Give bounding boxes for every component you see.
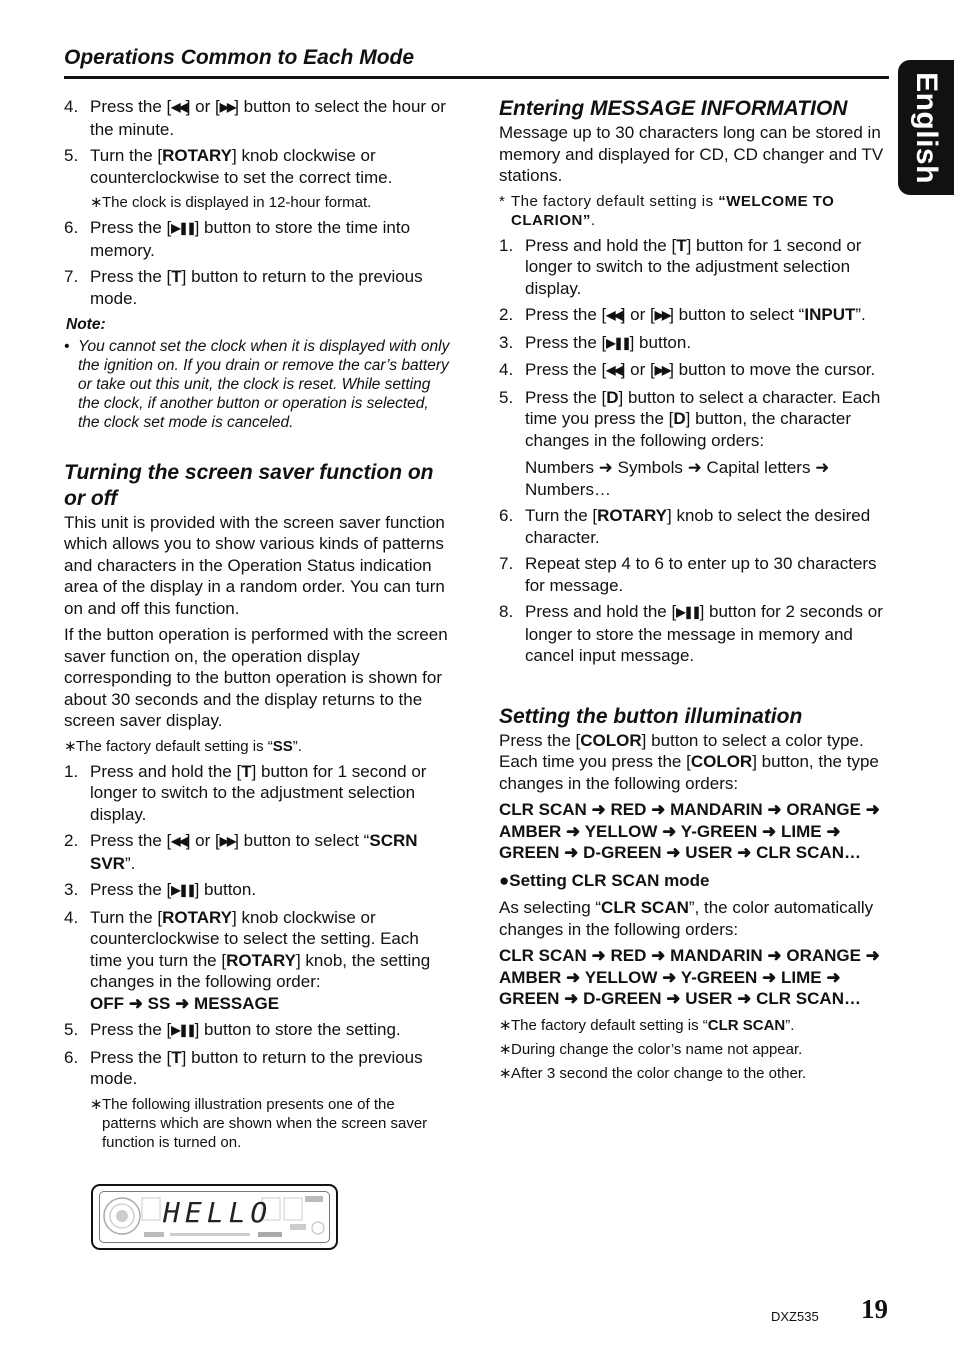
lcd-illustration <box>91 1184 338 1250</box>
color-order-scan: CLR SCAN ➜ RED ➜ MANDARIN ➜ ORANGE ➜ AMBER ➜ YELLOW ➜ Y-GREEN ➜ LIME ➜ GREEN ➜ D-GREEN ➜ USER ➜ CLR SCAN… <box>499 946 880 1008</box>
play-pause-icon: ▶❚❚ <box>171 1023 195 1037</box>
list-item: 5. Press the [D] button to select a character. Each time you press the [D] button, the character changes in the following orders: Numbers ➜ Symbols ➜ Capital letters ➜ Numbers… <box>499 387 889 501</box>
illumination-heading: Setting the button illumination <box>499 704 803 728</box>
next-icon: ▶▶ <box>219 834 235 848</box>
list-item: 4. Press the [◀◀] or [▶▶] button to move the cursor. <box>499 359 889 382</box>
prev-icon: ◀◀ <box>606 363 621 377</box>
language-tab-label: English <box>910 71 943 184</box>
language-tab <box>898 60 954 195</box>
list-item: 7. Press the [T] button to return to the previous mode. <box>64 267 423 308</box>
message-heading: Entering MESSAGE INFORMATION <box>499 97 848 120</box>
prev-icon: ◀◀ <box>171 834 186 848</box>
list-item: 3. Press the [▶❚❚] button. <box>499 332 889 355</box>
paragraph: Message up to 30 characters long can be stored in memory and displayed for CD, CD changer and TV stations. <box>499 123 884 185</box>
paragraph: If the button operation is performed with the screen saver function on, the operation display corresponding to the button operation is shown for about 30 seconds and the display returns to the screen saver display. <box>64 625 448 730</box>
prev-icon: ◀◀ <box>171 100 186 114</box>
lcd-screen <box>99 1191 330 1243</box>
paragraph: As selecting “CLR SCAN”, the color automatically changes in the following orders: <box>499 898 874 939</box>
list-item: 6. Press the [T] button to return to the previous mode. <box>64 1047 423 1088</box>
list-item: 3. Press the [▶❚❚] button. <box>64 879 452 902</box>
paragraph: Press the [COLOR] button to select a color type. Each time you press the [COLOR] button, the type changes in the following orders: <box>499 730 879 793</box>
next-icon: ▶▶ <box>654 363 670 377</box>
play-pause-icon: ▶❚❚ <box>171 221 195 235</box>
list-item: 4. Turn the [ROTARY] knob clockwise or counterclockwise to select the setting. Each time you turn the [ROTARY] knob, the setting changes in the following order: OFF ➜ SS ➜ MESSAGE <box>64 907 431 1013</box>
model-number: DXZ535 <box>771 1309 819 1324</box>
list-item: 2. Press the [◀◀] or [▶▶] button to select “INPUT”. <box>499 304 889 327</box>
footnote: ∗ After 3 second the color change to the other. <box>499 1064 807 1082</box>
list-item: 2. Press the [◀◀] or [▶▶] button to select “SCRN SVR”. <box>64 831 418 873</box>
screen-saver-steps <box>64 761 452 1090</box>
illustration-note: ∗ The following illustration presents one of the patterns which are shown when the screen saver function is turned on. <box>90 1095 428 1151</box>
color-order: CLR SCAN ➜ RED ➜ MANDARIN ➜ ORANGE ➜ AMBER ➜ YELLOW ➜ Y-GREEN ➜ LIME ➜ GREEN ➜ D-GREEN ➜ USER ➜ CLR SCAN… <box>499 800 880 862</box>
list-item: 5. Press the [▶❚❚] button to store the setting. <box>64 1019 452 1042</box>
play-pause-icon: ▶❚❚ <box>676 605 700 619</box>
clock-steps <box>64 96 452 188</box>
left-column <box>64 96 452 1157</box>
default-note: ∗ The factory default setting is “SS”. <box>64 737 302 755</box>
clock-steps-2 <box>64 217 452 309</box>
list-item: 7. Repeat step 4 to 6 to enter up to 30 characters for message. <box>499 554 877 595</box>
order-sequence: Numbers ➜ Symbols ➜ Capital letters ➜ Numbers… <box>525 458 830 499</box>
list-item: 6. Press the [▶❚❚] button to store the time into memory. <box>64 218 411 260</box>
footnote: ∗ During change the color’s name not appear. <box>499 1040 803 1058</box>
order-sequence: OFF ➜ SS ➜ MESSAGE <box>90 993 280 1013</box>
note-title: Note: <box>66 316 106 333</box>
play-pause-icon: ▶❚❚ <box>171 883 195 897</box>
list-item: 6. Turn the [ROTARY] knob to select the desired character. <box>499 506 871 547</box>
header-rule <box>64 76 889 79</box>
screen-saver-heading: Turning the screen saver function on or off <box>64 460 434 510</box>
list-item: 4. Press the [◀◀] or [▶▶] button to select the hour or the minute. <box>64 97 446 139</box>
footnote: ∗ The factory default setting is “CLR SCAN”. <box>499 1016 795 1034</box>
prev-icon: ◀◀ <box>606 308 621 322</box>
section-header: Operations Common to Each Mode <box>64 46 415 69</box>
clr-scan-heading: ●Setting CLR SCAN mode <box>499 870 710 890</box>
clock-format-note: ∗ The clock is displayed in 12-hour format. <box>90 194 372 211</box>
list-item: 8. Press and hold the [▶❚❚] button for 2 seconds or longer to store the message in memory and cancel input message. <box>499 602 883 665</box>
list-item: 1. Press and hold the [T] button for 1 second or longer to switch to the adjustment selection display. <box>499 235 862 298</box>
next-icon: ▶▶ <box>654 308 670 322</box>
right-column <box>499 96 889 1088</box>
paragraph: This unit is provided with the screen saver function which allows you to show various kinds of patterns and characters in the Operation Status indication area of the display in a random order. You can turn on and off this function. <box>64 512 445 618</box>
play-pause-icon: ▶❚❚ <box>606 335 630 350</box>
page-number: 19 <box>861 1294 888 1324</box>
list-item: 1. Press and hold the [T] button for 1 second or longer to switch to the adjustment selection display. <box>64 761 427 824</box>
note-body: • You cannot set the clock when it is displayed with only the ignition on. If you drain or remove the car’s battery or take out this unit, the clock is reset. While setting the clock, if another button or operation is selected, the clock set mode is canceled. <box>64 337 450 431</box>
lcd-hello-text: HELLO <box>163 1196 273 1229</box>
list-item: 5. Turn the [ROTARY] knob clockwise or counterclockwise to set the correct time. <box>64 146 393 187</box>
factory-default-note: * The factory default setting is “WELCOME TO CLARION”. <box>499 192 835 229</box>
message-steps <box>499 235 889 667</box>
next-icon: ▶▶ <box>219 100 235 114</box>
